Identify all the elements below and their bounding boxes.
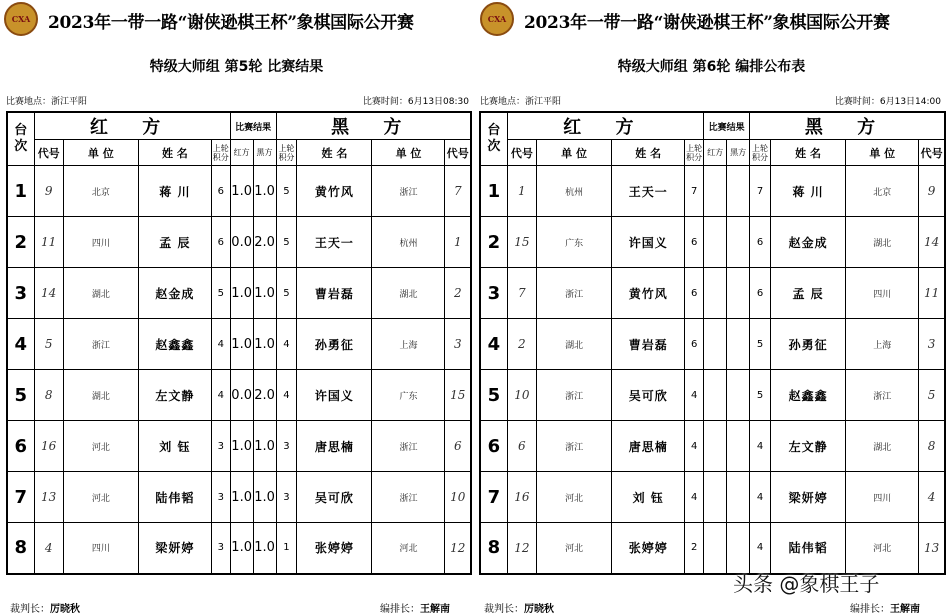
table-row <box>7 421 471 472</box>
black-player-unit: 浙江 <box>372 472 445 523</box>
black-result: 1.0 <box>253 166 276 217</box>
red-result: 1.0 <box>230 319 253 370</box>
black-player-name: 左文静 <box>771 421 846 472</box>
header-code: 代号 <box>34 140 63 166</box>
red-player-code: 6 <box>507 421 536 472</box>
red-result: 1.0 <box>230 472 253 523</box>
black-player-unit: 上海 <box>372 319 445 370</box>
red-player-name: 曹岩磊 <box>612 319 685 370</box>
arbiter-signature: 编排长：王解南 <box>850 604 920 615</box>
header-match-result: 比赛结果 <box>230 112 276 140</box>
red-player-code: 9 <box>34 166 63 217</box>
red-player-code: 12 <box>507 523 536 574</box>
pairing-table <box>479 111 946 575</box>
header-black-side: 黑 方 <box>276 112 471 140</box>
header-code: 代号 <box>445 140 471 166</box>
black-result <box>727 268 750 319</box>
red-result: 0.0 <box>230 370 253 421</box>
black-player-unit: 浙江 <box>846 370 919 421</box>
black-result: 1.0 <box>253 319 276 370</box>
red-player-code: 15 <box>507 217 536 268</box>
black-prev-score: 3 <box>276 421 297 472</box>
black-prev-score: 4 <box>750 472 771 523</box>
red-player-code: 11 <box>34 217 63 268</box>
red-player-unit: 河北 <box>536 523 611 574</box>
red-player-name: 左文静 <box>138 370 211 421</box>
black-player-code: 4 <box>919 472 945 523</box>
table-row <box>7 217 471 268</box>
black-player-unit: 湖北 <box>846 421 919 472</box>
black-prev-score: 6 <box>750 268 771 319</box>
black-prev-score: 7 <box>750 166 771 217</box>
black-player-code: 6 <box>445 421 471 472</box>
red-prev-score: 3 <box>211 421 230 472</box>
board-number: 8 <box>7 523 34 574</box>
black-player-code: 2 <box>445 268 471 319</box>
black-player-unit: 杭州 <box>372 217 445 268</box>
black-result: 2.0 <box>253 370 276 421</box>
header-prev-score: 上轮 积分 <box>750 140 771 166</box>
black-result: 1.0 <box>253 421 276 472</box>
board-number: 6 <box>7 421 34 472</box>
black-player-unit: 广东 <box>372 370 445 421</box>
table-row <box>7 268 471 319</box>
black-result: 1.0 <box>253 268 276 319</box>
black-player-code: 8 <box>919 421 945 472</box>
match-time-label: 比赛时间：6月13日14:00 <box>834 97 941 107</box>
black-result <box>727 421 750 472</box>
red-player-name: 王天一 <box>612 166 685 217</box>
black-player-unit: 湖北 <box>372 268 445 319</box>
black-player-code: 3 <box>919 319 945 370</box>
red-result <box>704 217 727 268</box>
black-result: 1.0 <box>253 472 276 523</box>
header-red-score: 红方 <box>230 140 253 166</box>
black-prev-score: 4 <box>276 370 297 421</box>
red-player-code: 14 <box>34 268 63 319</box>
black-player-name: 赵金成 <box>771 217 846 268</box>
header-unit: 单 位 <box>372 140 445 166</box>
header-name: 姓 名 <box>612 140 685 166</box>
board-number: 4 <box>480 319 507 370</box>
header-red-side: 红 方 <box>34 112 230 140</box>
black-player-name: 赵鑫鑫 <box>771 370 846 421</box>
red-player-unit: 浙江 <box>63 319 138 370</box>
red-result <box>704 319 727 370</box>
round6-pairing-sheet <box>476 0 947 616</box>
red-player-name: 刘 钰 <box>612 472 685 523</box>
black-player-code: 9 <box>919 166 945 217</box>
red-player-unit: 湖北 <box>63 268 138 319</box>
black-player-name: 王天一 <box>297 217 372 268</box>
black-player-code: 13 <box>919 523 945 574</box>
board-number: 6 <box>480 421 507 472</box>
table-row <box>480 472 945 523</box>
red-player-name: 许国义 <box>612 217 685 268</box>
black-prev-score: 4 <box>276 319 297 370</box>
black-player-unit: 北京 <box>846 166 919 217</box>
black-prev-score: 5 <box>276 217 297 268</box>
black-prev-score: 3 <box>276 472 297 523</box>
black-player-code: 1 <box>445 217 471 268</box>
venue-label: 比赛地点：浙江平阳 <box>480 97 562 107</box>
header-unit: 单 位 <box>846 140 919 166</box>
black-player-unit: 四川 <box>846 472 919 523</box>
red-player-unit: 湖北 <box>536 319 611 370</box>
header-prev-score: 上轮 积分 <box>276 140 297 166</box>
board-number: 5 <box>7 370 34 421</box>
black-player-code: 7 <box>445 166 471 217</box>
red-player-unit: 杭州 <box>536 166 611 217</box>
black-result <box>727 523 750 574</box>
header-red-score: 红方 <box>704 140 727 166</box>
black-player-name: 孙勇征 <box>297 319 372 370</box>
red-result <box>704 268 727 319</box>
red-player-name: 赵金成 <box>138 268 211 319</box>
tournament-title: 2023年一带一路“谢侠逊棋王杯”象棋国际公开赛 <box>524 13 890 33</box>
arbiter-signature: 编排长：王解南 <box>380 604 450 615</box>
black-result <box>727 370 750 421</box>
header-code: 代号 <box>919 140 945 166</box>
red-player-code: 2 <box>507 319 536 370</box>
red-player-code: 16 <box>507 472 536 523</box>
red-player-unit: 湖北 <box>63 370 138 421</box>
red-player-unit: 浙江 <box>536 421 611 472</box>
red-prev-score: 6 <box>685 268 704 319</box>
red-prev-score: 6 <box>211 217 230 268</box>
table-row <box>7 166 471 217</box>
red-player-code: 5 <box>34 319 63 370</box>
table-row <box>480 370 945 421</box>
venue-label: 比赛地点：浙江平阳 <box>6 97 88 107</box>
red-prev-score: 6 <box>685 319 704 370</box>
red-result: 1.0 <box>230 268 253 319</box>
red-player-code: 4 <box>34 523 63 574</box>
red-prev-score: 5 <box>211 268 230 319</box>
header-match-result: 比赛结果 <box>704 112 750 140</box>
sheet-subtitle: 特级大师组 第5轮 比赛结果 <box>149 59 324 75</box>
red-player-name: 孟 辰 <box>138 217 211 268</box>
black-player-name: 梁妍婷 <box>771 472 846 523</box>
red-result <box>704 472 727 523</box>
black-prev-score: 6 <box>750 217 771 268</box>
table-row <box>480 523 945 574</box>
black-player-code: 3 <box>445 319 471 370</box>
board-number: 2 <box>7 217 34 268</box>
header-black-score: 黑方 <box>253 140 276 166</box>
black-player-name: 蒋 川 <box>771 166 846 217</box>
black-player-code: 10 <box>445 472 471 523</box>
black-prev-score: 5 <box>276 166 297 217</box>
header-name: 姓 名 <box>138 140 211 166</box>
board-number: 7 <box>480 472 507 523</box>
black-player-name: 孟 辰 <box>771 268 846 319</box>
black-player-name: 曹岩磊 <box>297 268 372 319</box>
red-result <box>704 166 727 217</box>
red-prev-score: 3 <box>211 472 230 523</box>
red-player-name: 黄竹风 <box>612 268 685 319</box>
red-result: 0.0 <box>230 217 253 268</box>
red-prev-score: 4 <box>211 319 230 370</box>
match-time-label: 比赛时间：6月13日08:30 <box>362 97 469 107</box>
board-number: 7 <box>7 472 34 523</box>
black-result <box>727 472 750 523</box>
table-row <box>480 268 945 319</box>
black-player-unit: 河北 <box>846 523 919 574</box>
header-black-score: 黑方 <box>727 140 750 166</box>
black-player-name: 陆伟韬 <box>771 523 846 574</box>
black-prev-score: 1 <box>276 523 297 574</box>
tournament-title: 2023年一带一路“谢侠逊棋王杯”象棋国际公开赛 <box>48 13 414 33</box>
black-result <box>727 319 750 370</box>
table-row <box>7 319 471 370</box>
red-prev-score: 4 <box>211 370 230 421</box>
black-result: 1.0 <box>253 523 276 574</box>
sheet-subtitle: 特级大师组 第6轮 编排公布表 <box>617 59 806 75</box>
red-player-unit: 四川 <box>63 217 138 268</box>
red-player-name: 梁妍婷 <box>138 523 211 574</box>
black-player-name: 孙勇征 <box>771 319 846 370</box>
red-player-name: 蒋 川 <box>138 166 211 217</box>
board-number: 4 <box>7 319 34 370</box>
black-player-code: 5 <box>919 370 945 421</box>
black-result: 2.0 <box>253 217 276 268</box>
board-number: 1 <box>480 166 507 217</box>
red-prev-score: 7 <box>685 166 704 217</box>
header-name: 姓 名 <box>771 140 846 166</box>
table-row <box>480 217 945 268</box>
red-player-unit: 河北 <box>63 472 138 523</box>
cxa-logo-icon: CXA <box>4 2 38 36</box>
red-result: 1.0 <box>230 523 253 574</box>
red-player-name: 赵鑫鑫 <box>138 319 211 370</box>
red-player-code: 1 <box>507 166 536 217</box>
watermark-label: 头条 @象棋王子 <box>733 572 880 596</box>
header-black-side: 黑 方 <box>750 112 945 140</box>
black-player-code: 12 <box>445 523 471 574</box>
red-result: 1.0 <box>230 421 253 472</box>
black-prev-score: 5 <box>750 319 771 370</box>
black-player-name: 唐思楠 <box>297 421 372 472</box>
header-table-number: 台 次 <box>480 112 507 166</box>
table-row <box>7 523 471 574</box>
red-result <box>704 421 727 472</box>
table-row <box>7 370 471 421</box>
board-number: 2 <box>480 217 507 268</box>
red-player-code: 8 <box>34 370 63 421</box>
red-player-unit: 浙江 <box>536 370 611 421</box>
black-result <box>727 217 750 268</box>
board-number: 8 <box>480 523 507 574</box>
red-prev-score: 4 <box>685 370 704 421</box>
header-prev-score: 上轮 积分 <box>211 140 230 166</box>
black-prev-score: 4 <box>750 421 771 472</box>
referee-signature: 裁判长：厉晓秋 <box>484 604 554 615</box>
black-player-unit: 湖北 <box>846 217 919 268</box>
table-row <box>480 421 945 472</box>
red-player-code: 7 <box>507 268 536 319</box>
red-result <box>704 370 727 421</box>
black-player-unit: 浙江 <box>372 166 445 217</box>
red-player-unit: 四川 <box>63 523 138 574</box>
black-player-name: 黄竹风 <box>297 166 372 217</box>
red-player-code: 10 <box>507 370 536 421</box>
header-prev-score: 上轮 积分 <box>685 140 704 166</box>
red-player-code: 13 <box>34 472 63 523</box>
black-player-name: 张婷婷 <box>297 523 372 574</box>
red-prev-score: 6 <box>211 166 230 217</box>
board-number: 3 <box>480 268 507 319</box>
board-number: 5 <box>480 370 507 421</box>
red-prev-score: 4 <box>685 472 704 523</box>
referee-signature: 裁判长：厉晓秋 <box>10 604 80 615</box>
black-player-unit: 四川 <box>846 268 919 319</box>
header-red-side: 红 方 <box>507 112 703 140</box>
black-player-name: 许国义 <box>297 370 372 421</box>
red-player-unit: 广东 <box>536 217 611 268</box>
red-prev-score: 2 <box>685 523 704 574</box>
round5-results-sheet <box>0 0 473 616</box>
black-prev-score: 5 <box>750 370 771 421</box>
red-result: 1.0 <box>230 166 253 217</box>
results-table <box>6 111 472 575</box>
red-player-unit: 北京 <box>63 166 138 217</box>
red-player-name: 唐思楠 <box>612 421 685 472</box>
header-table-number: 台 次 <box>7 112 34 166</box>
table-row <box>480 319 945 370</box>
red-prev-score: 6 <box>685 217 704 268</box>
board-number: 1 <box>7 166 34 217</box>
table-row <box>7 472 471 523</box>
header-unit: 单 位 <box>536 140 611 166</box>
cxa-logo-icon: CXA <box>480 2 514 36</box>
black-prev-score: 4 <box>750 523 771 574</box>
red-result <box>704 523 727 574</box>
red-player-unit: 河北 <box>63 421 138 472</box>
red-player-name: 吴可欣 <box>612 370 685 421</box>
black-player-code: 11 <box>919 268 945 319</box>
red-prev-score: 3 <box>211 523 230 574</box>
black-prev-score: 5 <box>276 268 297 319</box>
header-code: 代号 <box>507 140 536 166</box>
red-player-name: 刘 钰 <box>138 421 211 472</box>
red-player-unit: 浙江 <box>536 268 611 319</box>
black-player-unit: 浙江 <box>372 421 445 472</box>
header-name: 姓 名 <box>297 140 372 166</box>
black-player-unit: 河北 <box>372 523 445 574</box>
red-player-name: 张婷婷 <box>612 523 685 574</box>
black-player-code: 15 <box>445 370 471 421</box>
board-number: 3 <box>7 268 34 319</box>
black-result <box>727 166 750 217</box>
red-prev-score: 4 <box>685 421 704 472</box>
black-player-unit: 上海 <box>846 319 919 370</box>
black-player-code: 14 <box>919 217 945 268</box>
black-player-name: 吴可欣 <box>297 472 372 523</box>
header-unit: 单 位 <box>63 140 138 166</box>
red-player-name: 陆伟韬 <box>138 472 211 523</box>
red-player-unit: 河北 <box>536 472 611 523</box>
red-player-code: 16 <box>34 421 63 472</box>
table-row <box>480 166 945 217</box>
